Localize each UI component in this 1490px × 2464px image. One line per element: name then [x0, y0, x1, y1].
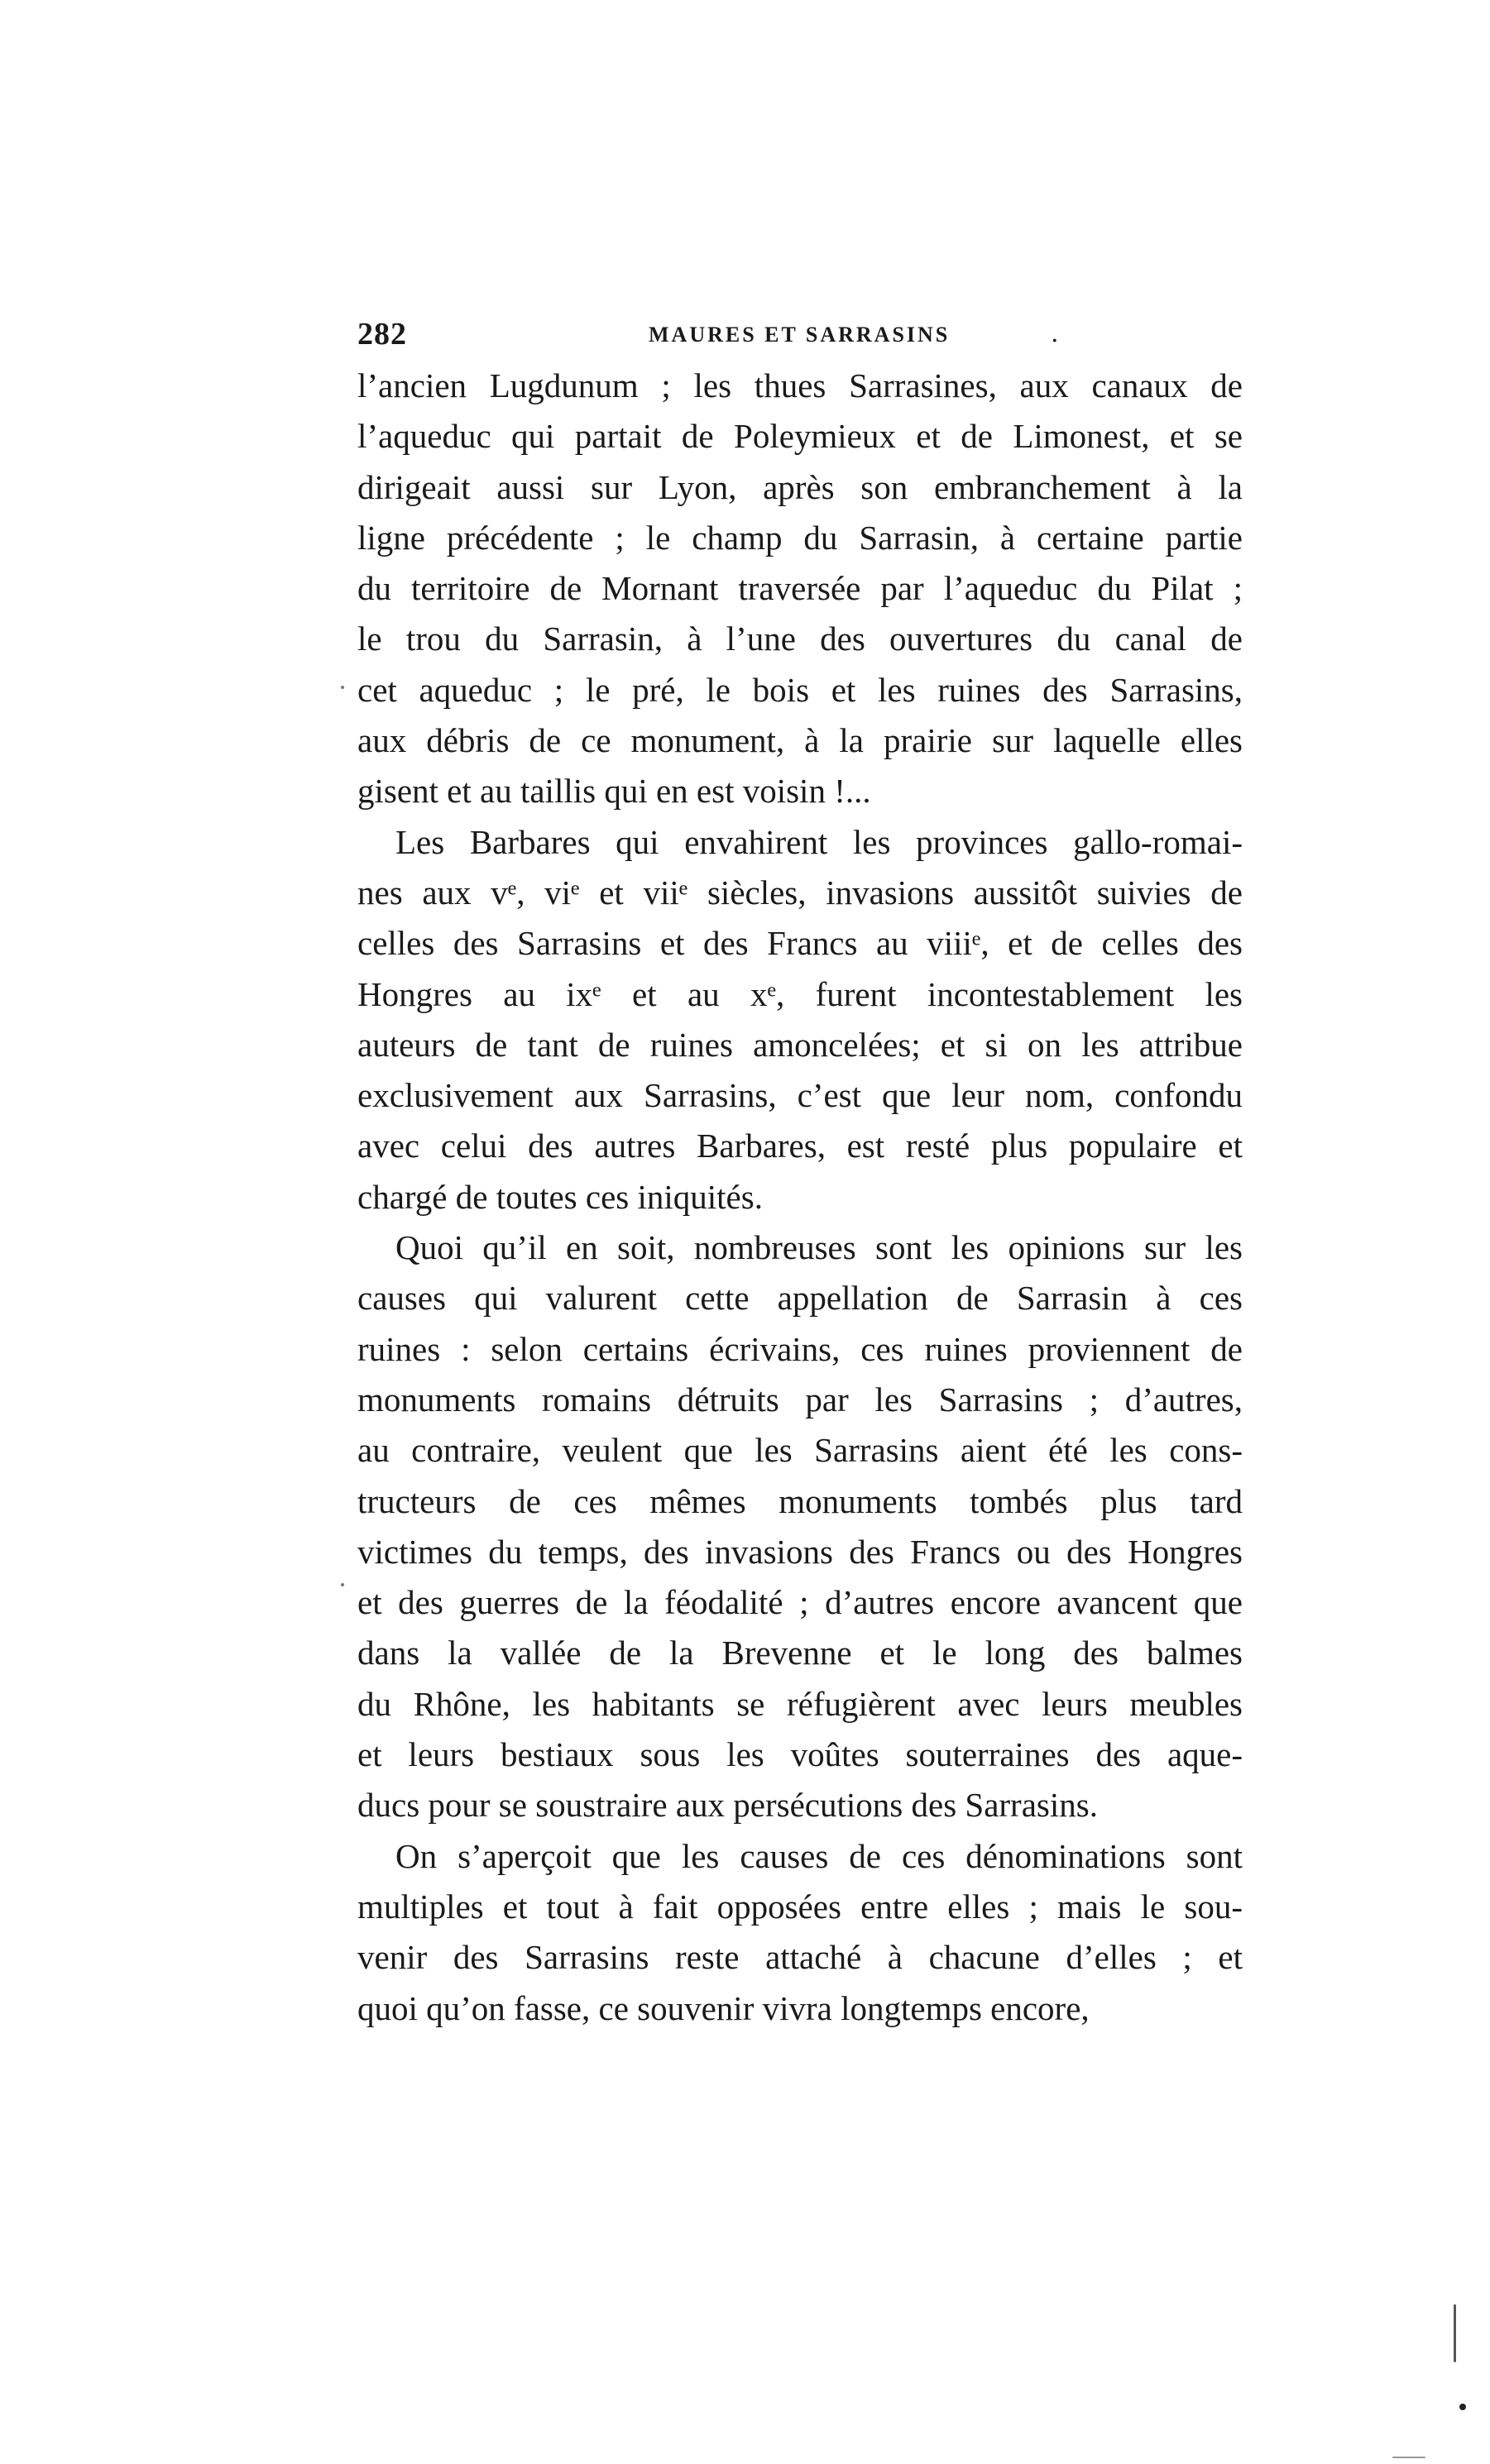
running-title: MAURES ET SARRASINS	[649, 323, 951, 347]
scan-speck	[1392, 2457, 1425, 2458]
body-text	[357, 361, 1243, 2034]
text-line: dans la vallée de la Brevenne et le long des balmes	[357, 1634, 1243, 1672]
text-line: quoi qu’on fasse, ce souvenir vivra longtemps encore,	[357, 1988, 1090, 2027]
text-line: monuments romains détruits par les Sarrasins ; d’autres,	[357, 1380, 1243, 1419]
text-line: gisent et au taillis qui en est voisin !...	[357, 772, 871, 811]
text-line: du territoire de Mornant traversée par l’aqueduc du Pilat ;	[357, 569, 1243, 608]
paragraph	[357, 1222, 1243, 1831]
scan-speck	[1459, 2404, 1466, 2410]
text-line: auteurs de tant de ruines amoncelées; et si on les attribue	[357, 1025, 1243, 1064]
scan-speck	[1454, 2304, 1456, 2362]
text-line: ligne précédente ; le champ du Sarrasin, à certaine partie	[357, 518, 1243, 557]
text-line: victimes du temps, des invasions des Francs ou des Hongres	[357, 1532, 1243, 1571]
text-line: ducs pour se soustraire aux persécutions des Sarrasins.	[357, 1786, 1098, 1825]
text-line: et leurs bestiaux sous les voûtes souterraines des aque-	[357, 1735, 1243, 1774]
text-line: On s’aperçoit que les causes de ces dénominations sont	[395, 1836, 1243, 1875]
text-line: causes qui valurent cette appellation de Sarrasin à ces	[357, 1279, 1243, 1318]
text-line: ruines : selon certains écrivains, ces ruines proviennent de	[357, 1329, 1243, 1368]
text-line: du Rhône, les habitants se réfugièrent avec leurs meubles	[357, 1684, 1243, 1723]
text-line: celles des Sarrasins et des Francs au viiiᵉ, et de celles des	[357, 924, 1243, 963]
text-line: dirigeait aussi sur Lyon, après son embranchement à la	[357, 467, 1243, 506]
text-line: Les Barbares qui envahirent les provinces gallo-romai-	[395, 822, 1243, 861]
text-line: au contraire, veulent que les Sarrasins aient été les cons-	[357, 1431, 1243, 1470]
text-line: multiples et tout à fait opposées entre elles ; mais le sou-	[357, 1887, 1243, 1926]
text-line: le trou du Sarrasin, à l’une des ouvertures du canal de	[357, 620, 1243, 658]
scan-speck	[341, 1583, 344, 1586]
text-line: Quoi qu’il en soit, nombreuses sont les opinions sur les	[395, 1228, 1243, 1267]
text-line: l’aqueduc qui partait de Poleymieux et de Limonest, et se	[357, 417, 1243, 456]
text-line: aux débris de ce monument, à la prairie sur laquelle elles	[357, 721, 1243, 760]
text-line: exclusivement aux Sarrasins, c’est que leur nom, confondu	[357, 1076, 1243, 1115]
text-line: cet aqueduc ; le pré, le bois et les ruines des Sarrasins,	[357, 670, 1243, 709]
text-line: avec celui des autres Barbares, est resté plus populaire et	[357, 1127, 1243, 1165]
page-header	[357, 316, 1069, 357]
text-line: chargé de toutes ces iniquités.	[357, 1177, 763, 1216]
paragraph	[357, 361, 1243, 817]
text-line: et des guerres de la féodalité ; d’autres encore avancent que	[357, 1583, 1243, 1622]
scan-speck	[341, 686, 344, 689]
header-mark: .	[1051, 319, 1059, 348]
paragraph	[357, 1831, 1243, 2034]
text-line: tructeurs de ces mêmes monuments tombés plus tard	[357, 1481, 1243, 1520]
text-line: Hongres au ixᵉ et au xᵉ, furent incontestablement les	[357, 974, 1243, 1013]
text-line: nes aux vᵉ, viᵉ et viiᵉ siècles, invasions aussitôt suivies de	[357, 873, 1243, 911]
paragraph	[357, 817, 1243, 1222]
page-number: 282	[357, 317, 407, 352]
text-line: l’ancien Lugdunum ; les thues Sarrasines, aux canaux de	[357, 366, 1243, 404]
text-line: venir des Sarrasins reste attaché à chacune d’elles ; et	[357, 1938, 1243, 1977]
